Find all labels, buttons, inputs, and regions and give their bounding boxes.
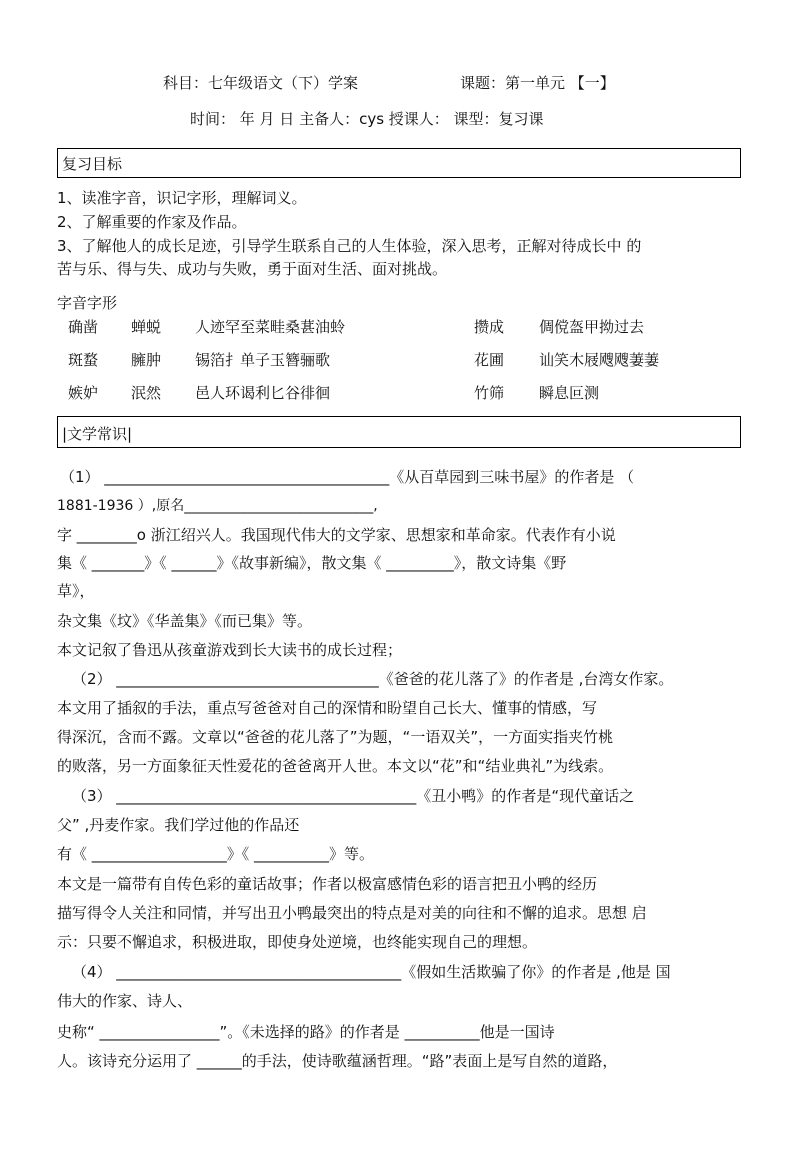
header-meta: 时间： 年 月 日 主备人：cys 授课人： 课型：复习课: [190, 110, 544, 128]
literature-line: 的败落，另一方面象征天性爱花的爸爸离开人世。本文以“花”和“结业典礼”为线索。: [57, 757, 614, 775]
vocab-word: 确凿: [68, 318, 99, 336]
goals-title: 复习目标: [62, 155, 123, 173]
goal-item: 3、了解他人的成长足迹，引导学生联系自己的人生体验，深入思考，正解对待成长中 的: [57, 237, 642, 255]
literature-line: （1） ______________________________________《从百草园到三味书屋》的作者是 （: [60, 468, 635, 486]
literature-line: 描写得令人关注和同情，并写出丑小鸭最突出的特点是对美的向往和不懈的追求。思想 启: [57, 904, 647, 922]
vocab-word: 花圃: [474, 351, 505, 369]
vocab-word: 蝉蜕: [131, 318, 162, 336]
vocab-word: 瞬息叵测: [539, 384, 600, 402]
vocab-word: 倜傥盔甲拗过去: [539, 318, 645, 336]
literature-line: 字 ________o 浙江绍兴人。我国现代伟大的文学家、思想家和革命家。代表作有小说: [57, 526, 616, 544]
literature-line: 本文是一篇带有自传色彩的童话故事；作者以极富感情色彩的语言把丑小鸭的经历: [57, 875, 598, 893]
vocab-word: 泯然: [131, 384, 162, 402]
literature-line: 本文用了插叙的手法，重点写爸爸对自己的深情和盼望自己长大、懂事的情感，写: [57, 699, 598, 717]
literature-title-box: [57, 416, 741, 448]
literature-line: （2） ___________________________________《爸爸的花儿落了》的作者是 ,台湾女作家。: [72, 670, 674, 688]
literature-line: 父” ,丹麦作家。我们学过他的作品还: [57, 816, 300, 834]
vocab-word: 竹筛: [474, 384, 505, 402]
vocab-word: 攒成: [474, 318, 505, 336]
goal-item: 2、了解重要的作家及作品。: [57, 213, 247, 231]
literature-line: 人。该诗充分运用了 ______的手法，使诗歌蕴涵哲理。“路”表面上是写自然的道路，: [57, 1052, 618, 1070]
literature-line: （3） ________________________________________《丑小鸭》的作者是“现代童话之: [72, 787, 635, 805]
literature-line: 伟大的作家、诗人、: [57, 992, 193, 1010]
literature-line: （4） ______________________________________《假如生活欺骗了你》的作者是 ,他是 国: [72, 963, 671, 981]
literature-line: 草》，: [57, 582, 95, 600]
vocab-word: 嫉妒: [68, 384, 99, 402]
vocab-word: 臃肿: [131, 351, 162, 369]
vocab-word: 斑蝥: [68, 351, 99, 369]
literature-line: 杂文集《坟》《华盖集》《而已集》等。: [57, 612, 313, 630]
literature-title: |文学常识|: [62, 425, 133, 443]
vocab-word: 邑人环谒利匕谷徘徊: [195, 384, 331, 402]
literature-line: 集《 _______》《 ______》《故事新编》，散文集《 _________》，散文诗集《野: [57, 554, 567, 572]
literature-line: 史称“ ________________”。《未选择的路》的作者是 __________他是一国诗: [57, 1023, 555, 1041]
vocab-word: 人迹罕至菜畦桑葚油蛉: [195, 318, 346, 336]
literature-line: 有《 __________________》《 __________》等。: [57, 845, 375, 863]
header-topic: 课题：第一单元 【一】: [460, 74, 615, 92]
goal-item: 苦与乐、得与失、成功与失败，勇于面对生活、面对挑战。: [57, 260, 448, 278]
vocab-word: 锡箔扌单子玉簪骊歌: [195, 351, 331, 369]
vocab-word: 讪笑木屐飕飕萋萋: [539, 351, 660, 369]
header-subject: 科目：七年级语文（下）学案: [163, 74, 359, 92]
literature-line: 得深沉，含而不露。文章以“爸爸的花儿落了”为题，“一语双关”，一方面实指夹竹桃: [57, 728, 614, 746]
vocab-title: 字音字形: [57, 294, 118, 312]
goal-item: 1、读准字音，识记字形，理解词义。: [57, 189, 307, 207]
literature-line: 本文记叙了鲁迅从孩童游戏到长大读书的成长过程；: [57, 641, 403, 659]
literature-line: 1881-1936 ）,原名___________________________,: [57, 498, 378, 514]
goals-title-box: [57, 148, 741, 178]
literature-line: 示：只要不懈追求，积极进取，即使身处逆境，也终能实现自己的理想。: [57, 933, 538, 951]
